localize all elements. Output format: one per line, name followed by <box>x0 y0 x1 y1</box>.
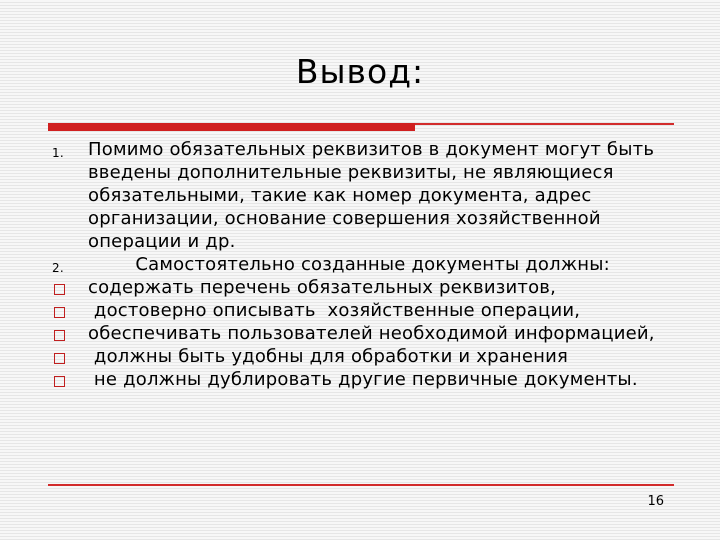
list-item-2 <box>50 253 675 276</box>
square-bullet-icon <box>54 284 65 295</box>
list-item-text: содержать перечень обязательных реквизитов, <box>88 277 557 298</box>
list-item-text: должны быть удобны для обработки и хранения <box>88 346 569 367</box>
list-item-text: обеспечивать пользователей необходимой информацией, <box>88 323 655 344</box>
slide-title: Вывод: <box>295 52 425 91</box>
square-bullet-icon <box>54 330 65 341</box>
page-number: 16 <box>647 494 664 509</box>
list-item-7 <box>50 368 675 391</box>
footer-divider <box>48 484 674 486</box>
list-item-text: Самостоятельно созданные документы должны: <box>88 254 610 275</box>
list-item-3 <box>50 276 675 299</box>
list-item-4 <box>50 299 675 322</box>
square-bullet-icon <box>54 353 65 364</box>
list-item-1 <box>50 138 675 253</box>
list-number: 1. <box>52 146 64 160</box>
list-item-5 <box>50 322 675 345</box>
list-item-6 <box>50 345 675 368</box>
slide-content <box>50 138 675 391</box>
square-bullet-icon <box>54 307 65 318</box>
list-number: 2. <box>52 261 64 275</box>
list-item-text: Помимо обязательных реквизитов в документ могут быть введены дополнительные реквизиты, не являющиеся обязательными, такие как номер документа, адрес организации, основание совершения хозяйственной операции и др. <box>88 139 655 252</box>
list-item-text: не должны дублировать другие первичные документы. <box>88 369 638 390</box>
title-underline-thick <box>48 123 415 131</box>
list-item-text: достоверно описывать хозяйственные операции, <box>88 300 581 321</box>
square-bullet-icon <box>54 376 65 387</box>
